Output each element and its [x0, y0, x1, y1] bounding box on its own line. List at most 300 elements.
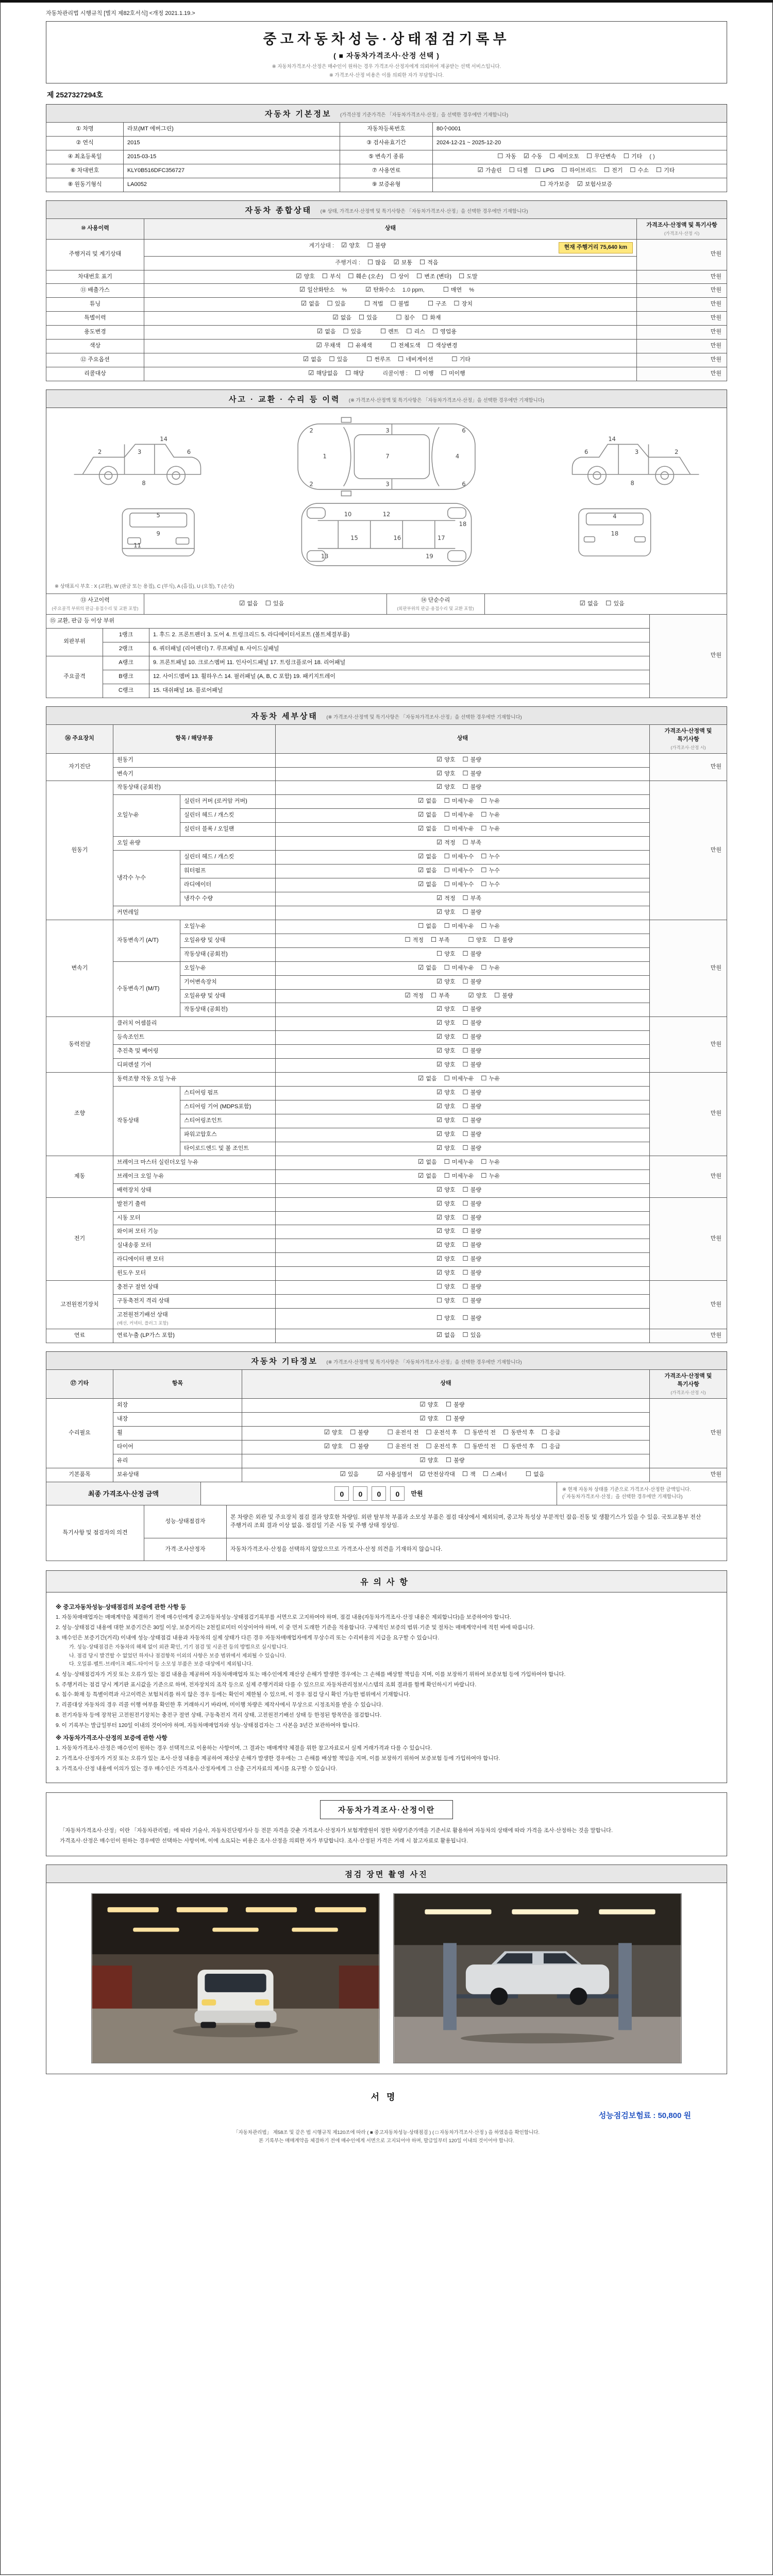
checkbox-checked-icon[interactable]: ☑	[436, 1227, 443, 1235]
checkbox-icon[interactable]: ☐	[540, 179, 546, 188]
checkbox-icon[interactable]: ☐	[630, 165, 636, 174]
checkbox-option[interactable]	[436, 756, 455, 765]
checkbox-icon[interactable]: ☐	[541, 1428, 548, 1436]
checkbox-icon[interactable]: ☐	[446, 1455, 452, 1464]
checkbox-option[interactable]	[463, 1047, 481, 1056]
checkbox-icon[interactable]: ☐	[406, 327, 412, 335]
checkbox-icon[interactable]: ☐	[427, 299, 434, 308]
checkbox-icon[interactable]: ☐	[348, 272, 354, 280]
checkbox-icon[interactable]: ☐	[432, 327, 439, 335]
checkbox-icon[interactable]: ☐	[462, 1115, 468, 1124]
checkbox-option[interactable]	[436, 1103, 455, 1111]
checkbox-icon[interactable]: ☐	[350, 1442, 356, 1450]
checkbox-option[interactable]	[436, 1145, 455, 1153]
checkbox-option[interactable]	[468, 937, 487, 945]
checkbox-checked-icon[interactable]: ☑	[577, 179, 583, 188]
checkbox-icon[interactable]: ☐	[329, 355, 335, 363]
checkbox-icon[interactable]: ☐	[444, 921, 450, 929]
checkbox-icon[interactable]: ☐	[265, 599, 271, 607]
checkbox-option[interactable]	[432, 328, 457, 336]
checkbox-checked-icon[interactable]: ☑	[477, 165, 483, 174]
checkbox-checked-icon[interactable]: ☑	[436, 783, 443, 791]
checkbox-option[interactable]	[422, 314, 441, 323]
checkbox-checked-icon[interactable]: ☑	[332, 313, 339, 321]
checkbox-icon[interactable]: ☐	[405, 935, 411, 943]
checkbox-checked-icon[interactable]: ☑	[436, 1102, 443, 1110]
checkbox-option[interactable]	[418, 853, 436, 861]
checkbox-icon[interactable]: ☐	[656, 165, 662, 174]
checkbox-icon[interactable]: ☐	[464, 1442, 470, 1450]
checkbox-option[interactable]	[483, 1471, 507, 1479]
checkbox-checked-icon[interactable]: ☑	[393, 258, 399, 266]
checkbox-icon[interactable]: ☐	[451, 355, 458, 363]
checkbox-option[interactable]	[463, 1242, 481, 1250]
checkbox-option[interactable]	[316, 342, 341, 350]
checkbox-checked-icon[interactable]: ☑	[436, 893, 443, 902]
checkbox-option[interactable]	[535, 167, 554, 175]
checkbox-option[interactable]	[526, 1471, 544, 1479]
checkbox-checked-icon[interactable]: ☑	[436, 1255, 443, 1263]
checkbox-icon[interactable]: ☐	[481, 1157, 487, 1165]
checkbox-checked-icon[interactable]: ☑	[405, 991, 411, 999]
checkbox-icon[interactable]: ☐	[462, 1129, 468, 1138]
checkbox-option[interactable]	[428, 300, 446, 309]
checkbox-icon[interactable]: ☐	[462, 1241, 468, 1249]
checkbox-icon[interactable]: ☐	[322, 272, 328, 280]
checkbox-option[interactable]	[345, 370, 364, 378]
checkbox-option[interactable]	[436, 978, 455, 987]
checkbox-icon[interactable]: ☐	[481, 963, 487, 971]
checkbox-checked-icon[interactable]: ☑	[436, 1143, 443, 1151]
checkbox-icon[interactable]: ☐	[444, 824, 450, 833]
checkbox-option[interactable]	[481, 798, 499, 806]
checkbox-icon[interactable]: ☐	[468, 935, 474, 943]
checkbox-checked-icon[interactable]: ☑	[418, 963, 424, 971]
checkbox-option[interactable]	[656, 167, 675, 175]
checkbox-option[interactable]	[444, 881, 474, 889]
checkbox-checked-icon[interactable]: ☑	[418, 1074, 424, 1082]
checkbox-icon[interactable]: ☐	[419, 258, 426, 266]
checkbox-icon[interactable]: ☐	[481, 1074, 487, 1082]
checkbox-option[interactable]	[463, 1332, 481, 1340]
checkbox-option[interactable]	[436, 1187, 455, 1195]
checkbox-icon[interactable]: ☐	[462, 838, 468, 846]
checkbox-checked-icon[interactable]: ☑	[308, 369, 314, 377]
checkbox-icon[interactable]: ☐	[444, 1157, 450, 1165]
checkbox-checked-icon[interactable]: ☑	[324, 1442, 330, 1450]
checkbox-option[interactable]	[418, 1075, 436, 1083]
checkbox-checked-icon[interactable]: ☑	[419, 1414, 426, 1422]
checkbox-icon[interactable]: ☐	[436, 949, 443, 957]
checkbox-option[interactable]	[586, 153, 616, 161]
checkbox-icon[interactable]: ☐	[359, 313, 365, 321]
checkbox-option[interactable]	[398, 356, 433, 364]
checkbox-option[interactable]	[405, 937, 424, 945]
checkbox-checked-icon[interactable]: ☑	[436, 1060, 443, 1069]
checkbox-icon[interactable]: ☐	[380, 327, 386, 335]
checkbox-option[interactable]	[463, 1315, 481, 1323]
checkbox-option[interactable]	[463, 839, 481, 848]
checkbox-icon[interactable]: ☐	[396, 313, 402, 321]
checkbox-option[interactable]	[580, 600, 598, 608]
checkbox-icon[interactable]: ☐	[462, 1185, 468, 1193]
checkbox-option[interactable]	[481, 1173, 499, 1181]
checkbox-icon[interactable]: ☐	[494, 935, 500, 943]
checkbox-option[interactable]	[453, 300, 472, 309]
checkbox-option[interactable]	[406, 328, 425, 336]
checkbox-option[interactable]	[441, 370, 465, 378]
checkbox-icon[interactable]: ☐	[481, 1171, 487, 1179]
checkbox-icon[interactable]: ☐	[347, 341, 354, 349]
checkbox-checked-icon[interactable]: ☑	[436, 769, 443, 777]
checkbox-option[interactable]	[436, 1200, 455, 1209]
checkbox-icon[interactable]: ☐	[453, 299, 460, 308]
checkbox-option[interactable]	[301, 300, 320, 309]
checkbox-icon[interactable]: ☐	[497, 151, 503, 160]
checkbox-icon[interactable]: ☐	[422, 313, 428, 321]
checkbox-option[interactable]	[296, 273, 314, 281]
checkbox-option[interactable]	[446, 1415, 464, 1423]
checkbox-option[interactable]	[463, 1117, 481, 1125]
checkbox-icon[interactable]: ☐	[444, 880, 450, 888]
checkbox-icon[interactable]: ☐	[586, 151, 593, 160]
checkbox-icon[interactable]: ☐	[462, 1331, 468, 1339]
checkbox-checked-icon[interactable]: ☑	[301, 299, 307, 308]
checkbox-option[interactable]	[481, 825, 499, 834]
checkbox-option[interactable]	[494, 992, 513, 1001]
checkbox-icon[interactable]: ☐	[503, 1442, 509, 1450]
checkbox-icon[interactable]: ☐	[462, 1282, 468, 1291]
checkbox-option[interactable]	[481, 1075, 499, 1083]
checkbox-option[interactable]	[327, 300, 346, 309]
checkbox-checked-icon[interactable]: ☑	[436, 1241, 443, 1249]
checkbox-option[interactable]	[436, 1242, 455, 1250]
checkbox-option[interactable]	[418, 964, 436, 973]
checkbox-icon[interactable]: ☐	[535, 165, 541, 174]
checkbox-option[interactable]	[436, 784, 455, 792]
checkbox-icon[interactable]: ☐	[494, 991, 500, 999]
checkbox-option[interactable]	[481, 811, 499, 820]
checkbox-icon[interactable]: ☐	[366, 355, 373, 363]
checkbox-icon[interactable]: ☐	[462, 1019, 468, 1027]
checkbox-icon[interactable]: ☐	[462, 1469, 468, 1478]
checkbox-icon[interactable]: ☐	[509, 165, 515, 174]
checkbox-option[interactable]	[463, 784, 481, 792]
checkbox-option[interactable]	[391, 273, 409, 281]
checkbox-icon[interactable]: ☐	[462, 1255, 468, 1263]
checkbox-option[interactable]	[364, 300, 383, 309]
checkbox-checked-icon[interactable]: ☑	[419, 1469, 426, 1478]
checkbox-option[interactable]	[436, 951, 455, 959]
checkbox-option[interactable]	[562, 167, 597, 175]
checkbox-icon[interactable]: ☐	[387, 1442, 393, 1450]
checkbox-option[interactable]	[481, 923, 499, 931]
checkbox-option[interactable]	[367, 259, 386, 267]
checkbox-option[interactable]	[418, 1159, 436, 1167]
checkbox-checked-icon[interactable]: ☑	[436, 1185, 443, 1193]
checkbox-option[interactable]	[436, 1061, 455, 1070]
checkbox-checked-icon[interactable]: ☑	[316, 327, 323, 335]
checkbox-option[interactable]	[604, 167, 623, 175]
checkbox-option[interactable]	[348, 273, 383, 281]
checkbox-icon[interactable]: ☐	[444, 1171, 450, 1179]
checkbox-checked-icon[interactable]: ☑	[468, 991, 474, 999]
checkbox-icon[interactable]: ☐	[525, 1469, 532, 1478]
checkbox-option[interactable]	[463, 770, 481, 778]
checkbox-icon[interactable]: ☐	[444, 796, 450, 805]
checkbox-option[interactable]	[436, 1315, 455, 1323]
checkbox-option[interactable]	[348, 342, 372, 350]
checkbox-option[interactable]	[436, 1332, 455, 1340]
checkbox-option[interactable]	[468, 992, 487, 1001]
checkbox-option[interactable]	[577, 181, 612, 189]
checkbox-option[interactable]	[463, 1283, 481, 1292]
checkbox-option[interactable]	[463, 1200, 481, 1209]
checkbox-option[interactable]	[324, 1443, 343, 1451]
checkbox-option[interactable]	[463, 1256, 481, 1264]
checkbox-option[interactable]	[436, 909, 455, 917]
checkbox-icon[interactable]: ☐	[462, 1005, 468, 1013]
checkbox-option[interactable]	[343, 328, 361, 336]
checkbox-checked-icon[interactable]: ☑	[418, 810, 424, 819]
checkbox-option[interactable]	[436, 1297, 455, 1306]
checkbox-option[interactable]	[443, 286, 462, 295]
checkbox-option[interactable]	[444, 853, 474, 861]
checkbox-option[interactable]	[341, 242, 360, 250]
checkbox-option[interactable]	[509, 167, 528, 175]
checkbox-icon[interactable]: ☐	[462, 949, 468, 957]
checkbox-option[interactable]	[308, 370, 338, 378]
checkbox-option[interactable]	[481, 867, 499, 875]
checkbox-option[interactable]	[444, 1173, 474, 1181]
checkbox-option[interactable]	[463, 1061, 481, 1070]
checkbox-option[interactable]	[463, 978, 481, 987]
checkbox-checked-icon[interactable]: ☑	[418, 852, 424, 860]
checkbox-option[interactable]	[396, 314, 415, 323]
checkbox-option[interactable]	[481, 853, 499, 861]
checkbox-icon[interactable]: ☐	[503, 1428, 509, 1436]
checkbox-option[interactable]	[436, 1033, 455, 1042]
checkbox-option[interactable]	[503, 1443, 534, 1451]
checkbox-checked-icon[interactable]: ☑	[436, 977, 443, 985]
checkbox-option[interactable]	[431, 992, 449, 1001]
checkbox-icon[interactable]: ☐	[462, 1296, 468, 1304]
checkbox-option[interactable]	[436, 770, 455, 778]
checkbox-option[interactable]	[420, 1457, 439, 1465]
checkbox-icon[interactable]: ☐	[426, 1428, 432, 1436]
checkbox-icon[interactable]: ☐	[327, 299, 333, 308]
checkbox-option[interactable]	[391, 342, 421, 350]
checkbox-option[interactable]	[436, 839, 455, 848]
checkbox-checked-icon[interactable]: ☑	[296, 272, 302, 280]
checkbox-option[interactable]	[350, 1443, 368, 1451]
checkbox-icon[interactable]: ☐	[603, 165, 610, 174]
checkbox-option[interactable]	[463, 895, 481, 903]
checkbox-icon[interactable]: ☐	[462, 893, 468, 902]
checkbox-option[interactable]	[444, 798, 474, 806]
checkbox-option[interactable]	[428, 342, 458, 350]
checkbox-icon[interactable]: ☐	[426, 1442, 432, 1450]
checkbox-checked-icon[interactable]: ☑	[436, 907, 443, 916]
checkbox-checked-icon[interactable]: ☑	[365, 285, 372, 294]
checkbox-option[interactable]	[542, 1443, 560, 1451]
checkbox-option[interactable]	[436, 1214, 455, 1223]
checkbox-checked-icon[interactable]: ☑	[418, 824, 424, 833]
checkbox-icon[interactable]: ☐	[549, 151, 556, 160]
checkbox-icon[interactable]: ☐	[541, 1442, 548, 1450]
checkbox-icon[interactable]: ☐	[431, 935, 437, 943]
checkbox-icon[interactable]: ☐	[459, 272, 465, 280]
checkbox-icon[interactable]: ☐	[350, 1428, 356, 1436]
checkbox-checked-icon[interactable]: ☑	[436, 1005, 443, 1013]
checkbox-icon[interactable]: ☐	[446, 1414, 452, 1422]
checkbox-option[interactable]	[420, 1415, 439, 1423]
checkbox-option[interactable]	[463, 1033, 481, 1042]
checkbox-option[interactable]	[630, 167, 648, 175]
checkbox-checked-icon[interactable]: ☑	[436, 838, 443, 846]
checkbox-option[interactable]	[463, 1214, 481, 1223]
checkbox-option[interactable]	[418, 825, 436, 834]
checkbox-option[interactable]	[436, 1089, 455, 1097]
checkbox-icon[interactable]: ☐	[367, 258, 374, 266]
checkbox-option[interactable]	[549, 153, 579, 161]
checkbox-option[interactable]	[463, 1089, 481, 1097]
checkbox-option[interactable]	[388, 1443, 419, 1451]
checkbox-checked-icon[interactable]: ☑	[419, 1455, 426, 1464]
checkbox-option[interactable]	[420, 1471, 455, 1479]
checkbox-option[interactable]	[463, 1103, 481, 1111]
checkbox-option[interactable]	[436, 1006, 455, 1014]
checkbox-option[interactable]	[388, 1429, 419, 1437]
checkbox-icon[interactable]: ☐	[416, 272, 423, 280]
checkbox-option[interactable]	[333, 314, 351, 323]
checkbox-icon[interactable]: ☐	[436, 1296, 443, 1304]
checkbox-option[interactable]	[426, 1443, 457, 1451]
checkbox-option[interactable]	[444, 923, 474, 931]
checkbox-option[interactable]	[359, 314, 377, 323]
checkbox-option[interactable]	[436, 895, 455, 903]
checkbox-option[interactable]	[463, 1228, 481, 1236]
checkbox-option[interactable]	[365, 286, 395, 295]
checkbox-icon[interactable]: ☐	[462, 1313, 468, 1321]
checkbox-icon[interactable]: ☐	[462, 783, 468, 791]
checkbox-icon[interactable]: ☐	[444, 866, 450, 874]
checkbox-icon[interactable]: ☐	[481, 866, 487, 874]
checkbox-option[interactable]	[494, 937, 513, 945]
checkbox-option[interactable]	[436, 1269, 455, 1278]
checkbox-icon[interactable]: ☐	[462, 977, 468, 985]
checkbox-icon[interactable]: ☐	[367, 241, 373, 249]
checkbox-option[interactable]	[377, 1471, 412, 1479]
checkbox-icon[interactable]: ☐	[481, 824, 487, 833]
checkbox-icon[interactable]: ☐	[390, 272, 396, 280]
checkbox-checked-icon[interactable]: ☑	[436, 1032, 443, 1041]
checkbox-option[interactable]	[464, 1429, 496, 1437]
checkbox-option[interactable]	[419, 259, 438, 267]
checkbox-option[interactable]	[481, 881, 499, 889]
checkbox-option[interactable]	[436, 1020, 455, 1028]
checkbox-icon[interactable]: ☐	[418, 921, 424, 929]
checkbox-icon[interactable]: ☐	[462, 1046, 468, 1055]
checkbox-option[interactable]	[462, 1471, 476, 1479]
checkbox-icon[interactable]: ☐	[606, 599, 612, 607]
checkbox-option[interactable]	[436, 1256, 455, 1264]
checkbox-checked-icon[interactable]: ☑	[419, 1400, 426, 1408]
checkbox-checked-icon[interactable]: ☑	[436, 1268, 443, 1277]
checkbox-icon[interactable]: ☐	[446, 1400, 452, 1408]
checkbox-checked-icon[interactable]: ☑	[436, 1088, 443, 1096]
checkbox-option[interactable]	[391, 300, 409, 309]
checkbox-icon[interactable]: ☐	[623, 151, 629, 160]
checkbox-checked-icon[interactable]: ☑	[418, 1171, 424, 1179]
checkbox-option[interactable]	[463, 1269, 481, 1278]
checkbox-option[interactable]	[317, 328, 335, 336]
checkbox-icon[interactable]: ☐	[462, 1227, 468, 1235]
checkbox-option[interactable]	[418, 798, 436, 806]
checkbox-option[interactable]	[497, 153, 516, 161]
checkbox-option[interactable]	[444, 1075, 474, 1083]
checkbox-icon[interactable]: ☐	[462, 1032, 468, 1041]
checkbox-icon[interactable]: ☐	[444, 810, 450, 819]
checkbox-checked-icon[interactable]: ☑	[436, 1115, 443, 1124]
checkbox-option[interactable]	[436, 1131, 455, 1139]
checkbox-checked-icon[interactable]: ☑	[377, 1469, 383, 1478]
checkbox-option[interactable]	[239, 600, 258, 608]
checkbox-icon[interactable]: ☐	[462, 755, 468, 763]
checkbox-option[interactable]	[451, 356, 470, 364]
checkbox-option[interactable]	[418, 811, 436, 820]
checkbox-checked-icon[interactable]: ☑	[436, 1331, 443, 1339]
checkbox-option[interactable]	[481, 1159, 499, 1167]
checkbox-option[interactable]	[418, 867, 436, 875]
checkbox-option[interactable]	[394, 259, 412, 267]
checkbox-checked-icon[interactable]: ☑	[316, 341, 322, 349]
checkbox-option[interactable]	[436, 1117, 455, 1125]
checkbox-option[interactable]	[426, 1429, 457, 1437]
checkbox-icon[interactable]: ☐	[462, 1088, 468, 1096]
checkbox-option[interactable]	[329, 356, 348, 364]
checkbox-icon[interactable]: ☐	[398, 355, 404, 363]
checkbox-option[interactable]	[322, 273, 341, 281]
checkbox-checked-icon[interactable]: ☑	[418, 1157, 424, 1165]
checkbox-option[interactable]	[380, 328, 399, 336]
checkbox-icon[interactable]: ☐	[462, 1199, 468, 1207]
checkbox-option[interactable]	[431, 937, 449, 945]
checkbox-option[interactable]	[418, 881, 436, 889]
checkbox-checked-icon[interactable]: ☑	[418, 866, 424, 874]
checkbox-checked-icon[interactable]: ☑	[340, 1469, 346, 1478]
checkbox-icon[interactable]: ☐	[343, 327, 349, 335]
checkbox-option[interactable]	[444, 964, 474, 973]
checkbox-icon[interactable]: ☐	[415, 369, 421, 377]
checkbox-checked-icon[interactable]: ☑	[239, 599, 245, 607]
checkbox-option[interactable]	[524, 153, 542, 161]
checkbox-icon[interactable]: ☐	[464, 1428, 470, 1436]
checkbox-option[interactable]	[420, 1401, 439, 1410]
checkbox-option[interactable]	[367, 242, 386, 250]
checkbox-checked-icon[interactable]: ☑	[303, 355, 309, 363]
checkbox-option[interactable]	[366, 356, 391, 364]
checkbox-icon[interactable]: ☐	[481, 796, 487, 805]
checkbox-option[interactable]	[299, 286, 334, 295]
checkbox-option[interactable]	[463, 756, 481, 765]
checkbox-option[interactable]	[624, 153, 642, 161]
checkbox-option[interactable]	[459, 273, 477, 281]
checkbox-option[interactable]	[503, 1429, 534, 1437]
checkbox-icon[interactable]: ☐	[482, 1469, 489, 1478]
checkbox-option[interactable]	[436, 1228, 455, 1236]
checkbox-option[interactable]	[446, 1457, 464, 1465]
